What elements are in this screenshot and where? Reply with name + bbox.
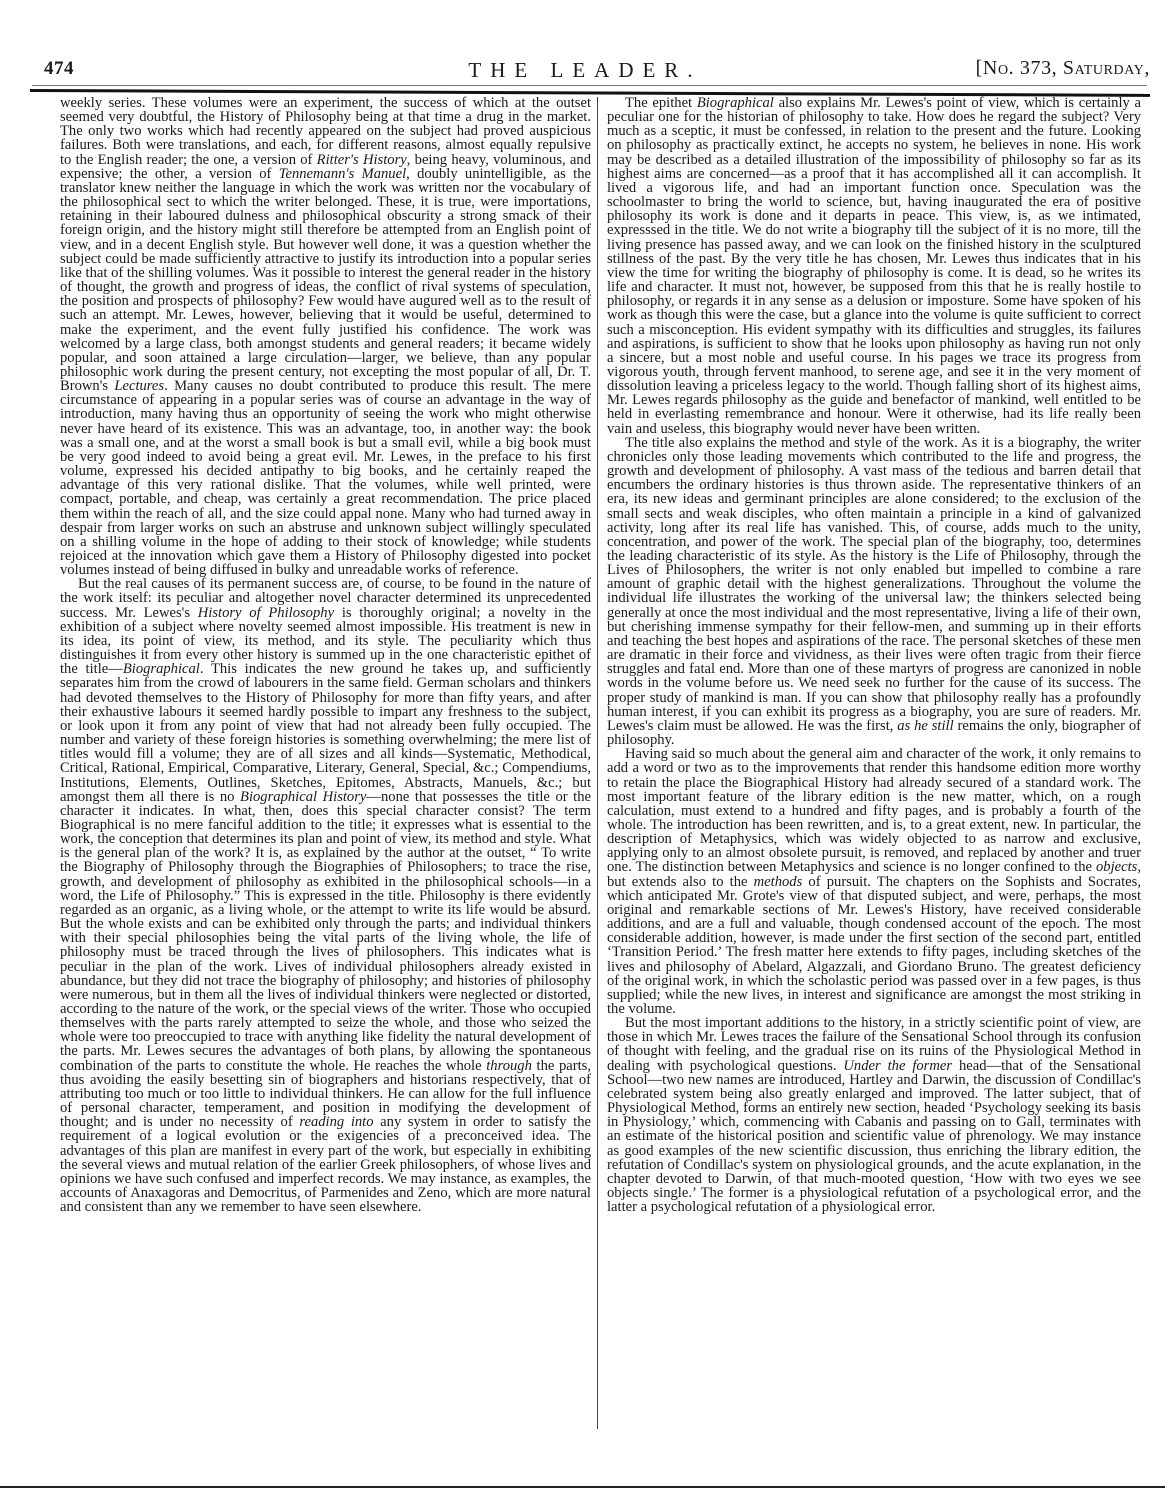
column-divider: [597, 97, 598, 1429]
article-paragraph: Having said so much about the general aim and character of the work, it only remains to add a word or two as to the improvements that render this handsome edition more worthy to retain the place the Biographical History had already secured of a standard work. The most important feature of the library edition is the new matter, which, on a rough calculation, must extend to a hundred and fifty pages, and is probably a fourth of the whole. The introduction has been rewritten, and is, to a great extent, new. In particular, the description of Metaphysics, which was widely objected to as narrow and exclusive, applying only to an almost obsolete pursuit, is removed, and replaced by another and truer one. The distinction between Metaphysics and science is no longer confined to the objects, but extends also to the methods of pursuit. The chapters on the Sophists and Socrates, which anticipated Mr. Grote's view of that disputed subject, and were, perhaps, the most original and remarkable sections of Mr. Lewes's History, have received considerable additions, and are a full and valuable, though condensed account of the epoch. The most considerable addition, however, is made under the first section of the second part, entitled ‘Transition Period.’ The fresh matter here extends to fifty pages, including sketches of the lives and philosophy of Abelard, Algazzali, and Giordano Bruno. The greatest deficiency of the original work, in which the scholastic period was passed over in a few pages, is thus supplied; while the new lives, in interest and significance are amongst the most striking in the volume.: [607, 746, 1141, 1017]
article-paragraph: But the most important additions to the history, in a strictly scientific point of view, are those in which Mr. Lewes traces the failure of the Sensational School through its confusion of thought with feeling, and the gradual rise on its ruins of the Physiological Method in dealing with psychological questions. Under the former head—that of the Sensational School—two new names are introduced, Hartley and Darwin, the discussion of Condillac's celebrated system being also greatly enlarged and improved. The latter subject, that of Physiological Method, forms an entirely new section, headed ‘Psychology seeking its basis in Physiology,’ which, commencing with Cabanis and passing on to Gall, terminates with an estimate of the historical position and scientific value of phrenology. We may instance as good examples of the new scientific discussion, thus enriching the library edition, the refutation of Condillac's system on physiological grounds, and the acute explanation, in the chapter devoted to Darwin, of that much-mooted question, ‘How with two eyes we see objects single.’ The former is a physiological refutation of a psychological error, and the latter a psychological refutation of a physiological error.: [607, 1015, 1141, 1216]
page-number: 474: [44, 58, 74, 79]
article-paragraph: weekly series. These volumes were an experiment, the success of which at the outset seemed very doubtful, the History of Philosophy being at that time a drug in the market. The only two works which had recently appeared on the subject had proved auspicious failures. Both were translations, and each, for different reasons, almost equally repulsive to the English reader; the one, a version of Ritter's History, being heavy, voluminous, and expensive; the other, a version of Tennemann's Manuel, doubly unintelligible, as the translator knew neither the language in which the work was written nor the vocabulary of the philosophical sect to which the writer belonged. These, it is true, were importations, retaining in their laboured dulness and philosophical obscurity a strong smack of their foreign origin, and the history might still therefore be attempted from an English point of view, and in a decent English style. But however well done, it was a question whether the subject could be made sufficiently attractive to justify its introduction into a popular series like that of the shilling volumes. Was it possible to interest the general reader in the history of thought, the growth and progress of ideas, the conflict of rival systems of speculation, the position and prospects of philosophy? Few would have augured well as to the result of such an attempt. Mr. Lewes, however, believing that it would be useful, determined to make the experiment, and the event fully justified his confidence. The work was welcomed by a large class, both amongst students and general readers; it became widely popular, and soon attained a large circulation—larger, we believe, than any popular philosophic work during the present century, not excepting the most popular of all, Dr. T. Brown's Lectures. Many causes no doubt contributed to produce this result. The mere circumstance of appearing in a popular series was of course an advantage in the way of introduction, many having thus an opportunity of seeing the work who might otherwise never have heard of its existence. This was an advantage, too, in another way: the book was a small one, and at the worst a small book is but a small evil, while a big book must be very good indeed to avoid being a great evil. Mr. Lewes, in the preface to his first volume, expressed his decided antipathy to big books, and he certainly reaped the advantage of this very rational dislike. That the volumes, while well printed, were compact, portable, and cheap, was certainly a great recommendation. The price placed them within the reach of all, and the size could appal none. Many who had turned away in despair from larger works on such an abstruse and unknown subject willingly speculated on a shilling volume in the hope of adding to their stock of knowledge; while students rejoiced at the innovation which gave them a History of Philosophy digested into pocket volumes instead of being diffused in bulky and unreadable works of reference.: [60, 95, 592, 579]
article-paragraph: But the real causes of its permanent success are, of course, to be found in the nature of the work itself: its peculiar and altogether novel character determined its unprecedented success. Mr. Lewes's History of Philosophy is thoroughly original; a novelty in the exhibition of a subject where novelty seemed almost impossible. His treatment is new in its idea, its point of view, its method, and its style. The peculiarity which thus distinguishes it from every other history is summed up in the one characteristic epithet of the title—Biographical. This indicates the new ground he takes up, and sufficiently separates him from the crowd of labourers in the same field. German scholars and thinkers had devoted themselves to the History of Philosophy for more than fifty years, and after their exhaustive labours it seemed hardly possible to impart any freshness to the subject, or look upon it from any point of view that had not already been fully occupied. The number and variety of these foreign histories is something overwhelming; the mere list of titles would fill a volume; they are of all sizes and all kinds—Systematic, Methodical, Critical, Rational, Empirical, Comparative, Literary, General, Special, &c.; Compendiums, Institutions, Elements, Outlines, Sketches, Epitomes, Abstracts, Manuels, &c.; but amongst them all there is no Biographical History—none that possesses the title or the character it indicates. In what, then, does this special character consist? The term Biographical is no mere fanciful addition to the title; it expresses what is essential to the work, the conception that determines its plan and point of view, its method and style. What is the general plan of the work? It is, as explained by the author at the outset, “ To write the Biography of Philosophy through the Biographies of Philosophers; to trace the rise, growth, and development of philosophy as exhibited in the philosophical schools—in a word, the Life of Philosophy.” This is expressed in the title. Philosophy is there evidently regarded as an organic, as a living whole, or the attempt to write its life would be absurd. But the whole exists and can be exhibited only through the parts; and individual thinkers with their special philosophies being the vital parts of the living whole, the life of philosophy must be traced through the lives of philosophers. This indicates what is peculiar in the plan of the work. Lives of individual philosophers already existed in abundance, but they did not trace the biography of philosophy; and histories of philosophy were numerous, but in them all the lives of individual thinkers were neglected or distorted, according to the nature of the work, or the special views of the writer. Those who occupied themselves with the parts rarely attempted to seize the whole, and those who seized the whole were too preoccupied to trace with anything like fidelity the natural development of the parts. Mr. Lewes secures the advantages of both plans, by allowing the spontaneous combination of the parts to constitute the whole. He reaches the whole through the parts, thus avoiding the easily besetting sin of biographers and historians respectively, that of attributing too much or too little to individual thinkers. He can allow for the full influence of personal character, temperament, and position in modifying the development of thought; and is under no necessity of reading into any system in order to satisfy the requirement of a logical evolution or the exigencies of a preconceived idea. The advantages of this plan are manifest in every part of the work, but especially in exhibiting the several views and mutual relation of the earlier Greek philosophers, of whose lives and opinions we have such confused and imperfect records. We may instance, as examples, the accounts of Anaxagoras and Democritus, of Parmenides and Zeno, which are more natural and consistent than any we remember to have seen elsewhere.: [60, 576, 591, 1216]
bottom-border: [0, 1486, 1165, 1488]
article-paragraph: The epithet Biographical also explains Mr. Lewes's point of view, which is certainly a peculiar one for the historian of philosophy to take. How does he regard the subject? Very much as a sceptic, it must be confessed, in relation to the present and the future. Looking on philosophy as practically extinct, he accepts no system, he believes in none. His work may be described as a detailed illustration of the impossibility of philosophy so far as its highest aims are concerned—as a proof that it has accomplished all it can accomplish. It lived a vigorous life, and had an important function once. Speculation was the schoolmaster to bring the world to science, but, having inaugurated the era of positive philosophy its work is done and it departs in peace. This view, is, as we intimated, expresssed in the title. We do not write a biography till the subject of it is no more, till the living presence has passed away, and we can look on the finished history in the sculptured stillness of the past. By the very title he has chosen, Mr. Lewes thus indicates that in his view the time for writing the biography of philosophy is come. It is dead, so he writes its life and character. It must not, however, be supposed from this that he is really hostile to philosophy, or regards it in any sense as a delusion or imposture. Some have spoken of his work as though this were the case, but a glance into the volume is quite sufficient to correct such a misconception. His evident sympathy with its difficulties and struggles, its failures and aspirations, is sufficient to show that he looks upon philosophy as having run not only a sincere, but a most noble and useful course. In his pages we trace its progress from vigorous youth, through fervent manhood, to serene age, and see it in the very moment of dissolution leaving a priceless legacy to the world. Though falling short of its highest aims, Mr. Lewes regards philosophy as the guide and benefactor of mankind, well entitled to be held in everlasting remembrance and honour. Were it otherwise, had its life really been vain and useless, this biography would never have been written.: [607, 95, 1141, 437]
italic-title: Tennemann's Manuel: [278, 165, 407, 182]
newspaper-title: THE LEADER.: [468, 58, 702, 82]
right-column: [607, 96, 1141, 1214]
italic-title: Under the former: [843, 1057, 953, 1074]
left-column: [60, 96, 591, 1214]
italic-title: Biographical History: [240, 788, 367, 805]
italic-title: reading into: [299, 1114, 374, 1131]
italic-title: Biographical: [122, 661, 200, 678]
masthead-rule-thin: [32, 85, 1147, 86]
italic-title: Lectures: [114, 378, 165, 395]
italic-title: objects: [1096, 859, 1138, 876]
italic-title: methods: [753, 873, 803, 890]
issue-info: [No. 373, Saturday,: [975, 57, 1150, 79]
italic-title: as he still: [897, 717, 954, 734]
article-paragraph: The title also explains the method and style of the work. As it is a biography, the writer chronicles only those leading movements which contributed to the life and progress, the growth and development of philosophy. A vast mass of the tedious and barren detail that encumbers the ordinary histories is thus thrown aside. The representative thinkers of an era, its new ideas and germinant principles are alone considered; to the exclusion of the small sects and weak disciples, who often maintain a principle in a kind of galvanized activity, long after its real life has vanished. This, of course, adds much to the unity, concentration, and power of the work. The special plan of the biography, too, determines the leading characteristic of its style. As the history is the Life of Philosophy, through the Lives of Philosophers, the writer is not only enabled but impelled to combine a rare amount of graphic detail with the highest generalizations. Throughout the volume the individual life illustrates the working of the universal law; the thinkers selected being generally at once the most individual and the most representative, living a life of their own, but cherishing immense sympathy for their fellow-men, and summing up in their efforts and teaching the best hopes and aspirations of the race. The personal sketches of these men are dramatic in their force and vividness, as their lives were often tragic from their fierce struggles and fatal end. More than one of these martyrs of progress are canonized in noble words in the volume before us. We need seek no further for the cause of its success. The proper study of mankind is man. If you can show that philosophy really has a profoundly human interest, if you can exhibit its progress as a biography, you are sure of readers. Mr. Lewes's claim must be allowed. He was the first, as he still remains the only, biographer of philosophy.: [607, 434, 1141, 749]
italic-title: Biographical: [696, 95, 774, 111]
italic-title: History of Philosophy: [197, 604, 335, 621]
italic-title: Ritter's History: [316, 151, 407, 168]
italic-title: through: [486, 1057, 532, 1074]
masthead: [30, 58, 1150, 88]
